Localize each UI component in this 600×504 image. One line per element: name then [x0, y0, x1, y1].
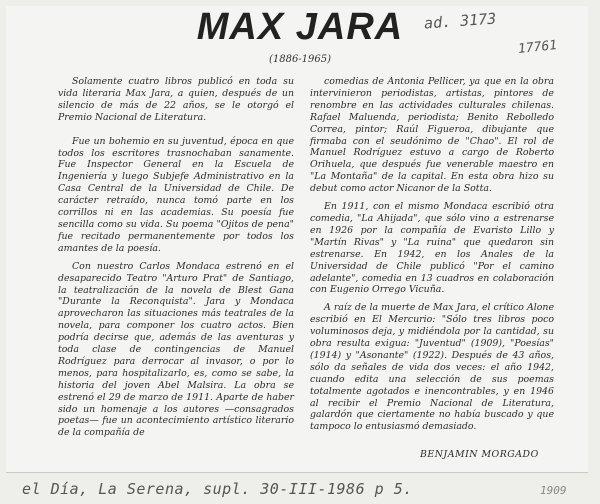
handwritten-reference: ad. 3173	[423, 9, 497, 33]
handwritten-year: 1909	[540, 484, 567, 497]
handwritten-source-note: el Día, La Serena, supl. 30-III-1986 p 5.	[22, 480, 413, 498]
paragraph: En 1911, con el mismo Mondaca escribió otra comedia, "La Ahijada", que sólo vino a estrenarse en 1926 por la compañía de Evaristo Lillo y "Martín Rivas" y "La ruina" que quedaron sin estrenarse. En 1942, en los Anales de la Universidad de Chile publicó "Por el camino adelante", comedia en 13 cuadros en colaboración con Eugenio Orrego Vicuña.	[310, 201, 554, 296]
clipping-edge	[6, 472, 588, 473]
article-dates: (1886-1965)	[268, 54, 332, 65]
paragraph: Con nuestro Carlos Mondaca estrenó en el desaparecido Teatro "Arturo Prat" de Santiago, la teatralización de la novela de Blest Gana "Durante la Reconquista". Jara y Mondaca aprovecharon las situaciones más teatrales de la novela, para componer los cuatro actos. Bien podría decirse que, además de las aventuras y toda clase de contingencias de Manuel Rodríguez para derrocar al invasor, o por lo menos, para hospitalizarlo, es, como se sabe, la historia del joven Abel Malsira. La obra se estrenó el 29 de marzo de 1911. Aparte de haber sido un homenaje a los autores —consagrados poetas— fue un acontecimiento artístico literario de la compañía de	[58, 260, 294, 439]
paragraph: comedias de Antonia Pellicer, ya que en la obra intervinieron periodistas, artistas, pintores de renombre en las actividades culturales chilenas. Rafael Maluenda, periodista; Benito Rebolledo Correa, pintor; Raúl Figueroa, dibujante que firmaba con el seudónimo de "Chao". El rol de Manuel Rodríguez estuvo a cargo de Roberto Orihuela, que después fue venerable maestro en "La Montaña" de la capital. En esta obra hizo su debut como actor Nicanor de la Sotta.	[310, 76, 554, 195]
paragraph: A raíz de la muerte de Max Jara, el crítico Alone escribió en El Mercurio: "Sólo tres libros poco voluminosos deja, y midiéndola por la cantidad, su obra resulta exigua: "Juventud" (1909), "Poesías" (1914) y "Asonante" (1922). Después de 43 años, sólo da señales de vida dos veces: el año 1942, cuando edita una selección de sus poemas totalmente agotados e inencontrables, y en 1946 al recibir el Premio Nacional de Literatura, galardón que ciertamente no había buscado y que tampoco lo entusiasmó demasiado.	[310, 302, 554, 433]
paragraph: Fue un bohemio en su juventud, época en que todos los escritores trasnochaban sanamente. Fue Inspector General en la Escuela de Ingeniería y luego Subjefe Administrativo en la Casa Central de la Universidad de Chile. De carácter retraído, nunca tomó parte en los corrillos ni en las academias. Su poesía fue sencilla como su vida. Su poema "Ojitos de pena" fue recitado permanentemente por todos los amantes de la poesía.	[58, 135, 294, 254]
left-column	[58, 76, 294, 439]
author-signature: BENJAMIN MORGADO	[420, 449, 539, 460]
paragraph: Solamente cuatro libros publicó en toda su vida literaria Max Jara, a quien, después de un silencio de más de 22 años, se le otorgó el Premio Nacional de Literatura.	[58, 76, 294, 123]
article-title: MAX JARA	[196, 6, 404, 48]
handwritten-number: 17761	[517, 37, 558, 58]
right-column	[310, 76, 554, 433]
